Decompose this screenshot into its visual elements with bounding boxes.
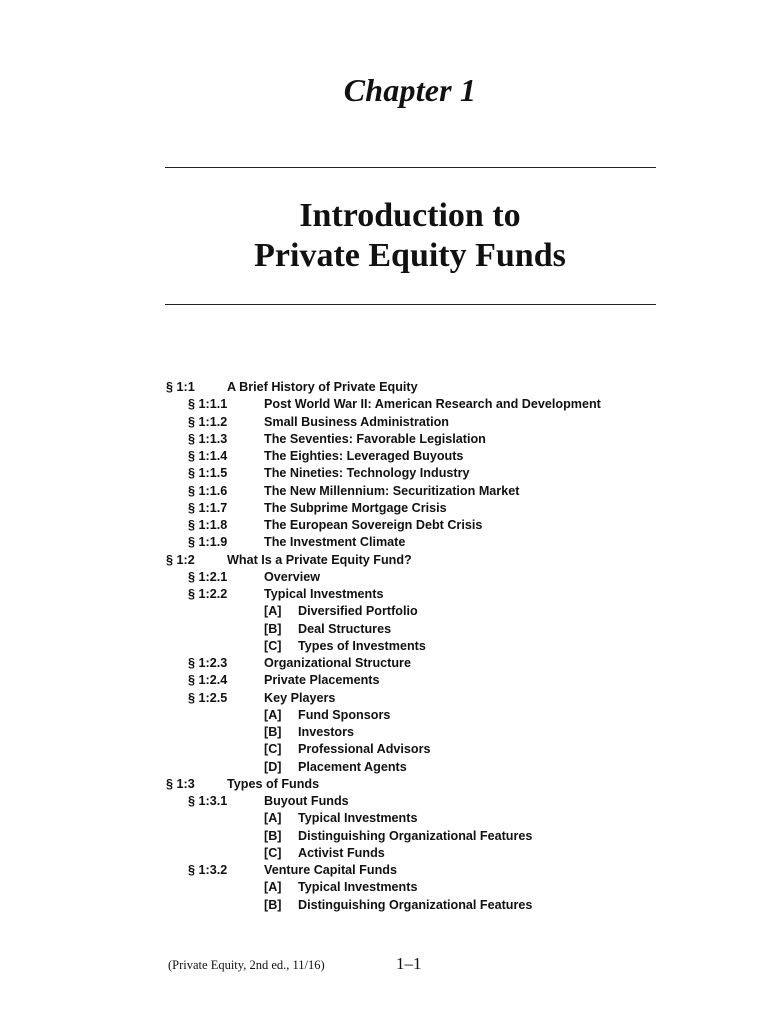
toc-section-number: § 1:3.2 (188, 863, 228, 877)
toc-entry (0, 500, 768, 517)
table-of-contents (0, 379, 768, 914)
footer-edition-note: (Private Equity, 2nd ed., 11/16) (168, 958, 325, 972)
toc-section-title: Post World War II: American Research and Development (264, 397, 601, 412)
toc-entry (0, 603, 768, 620)
toc-section-number: § 1:2.5 (188, 690, 228, 705)
toc-section-number: § 1:2.1 (188, 569, 228, 584)
toc-entry (0, 741, 768, 758)
toc-entry (0, 414, 768, 431)
toc-section-number: § 1:1.2 (188, 414, 228, 429)
toc-entry (0, 448, 768, 465)
chapter-title-line-1: Introduction to (299, 197, 521, 234)
toc-entry (0, 672, 768, 689)
chapter-title-line-2: Private Equity Funds (254, 237, 566, 274)
toc-section-title: What Is a Private Equity Fund? (227, 552, 412, 567)
toc-section-number: [A] (264, 880, 282, 895)
toc-section-title: Typical Investments (298, 880, 418, 895)
toc-entry (0, 810, 768, 827)
top-divider (165, 167, 656, 168)
toc-entry (0, 655, 768, 672)
toc-entry (0, 862, 768, 879)
toc-section-number: [C] (264, 638, 282, 653)
toc-section-number: [B] (264, 828, 282, 843)
toc-section-title: Small Business Administration (264, 414, 449, 429)
toc-entry (0, 897, 768, 914)
toc-section-title: Types of Funds (227, 776, 320, 791)
toc-section-title: Placement Agents (298, 759, 407, 774)
toc-section-number: [B] (264, 897, 282, 912)
toc-section-number: [B] (264, 725, 282, 739)
chapter-title (0, 196, 768, 276)
toc-entry (0, 465, 768, 482)
toc-section-title: Investors (298, 725, 354, 739)
toc-entry (0, 552, 768, 569)
toc-section-title: Private Placements (264, 673, 380, 688)
toc-section-number: § 1:2 (166, 552, 195, 567)
toc-section-number: § 1:3 (166, 776, 195, 791)
toc-section-title: Deal Structures (298, 621, 392, 636)
toc-section-number: [A] (264, 707, 282, 722)
toc-entry (0, 724, 768, 741)
toc-entry (0, 776, 768, 793)
toc-section-number: [A] (264, 811, 282, 826)
toc-entry (0, 379, 768, 396)
toc-entry (0, 690, 768, 707)
toc-section-title: Overview (264, 569, 321, 584)
toc-section-title: Typical Investments (298, 811, 418, 826)
toc-entry (0, 396, 768, 413)
toc-section-number: § 1:2.2 (188, 587, 228, 601)
toc-section-title: The New Millennium: Securitization Market (264, 483, 520, 498)
toc-section-title: Venture Capital Funds (264, 863, 397, 877)
bottom-divider (165, 304, 656, 305)
toc-section-title: Typical Investments (264, 587, 384, 601)
chapter-label: Chapter 1 (343, 72, 477, 108)
toc-section-number: § 1:1.3 (188, 431, 228, 446)
toc-entry (0, 793, 768, 810)
toc-section-number: [C] (264, 742, 282, 757)
toc-section-number: [D] (264, 759, 282, 774)
toc-entry (0, 879, 768, 896)
toc-section-title: A Brief History of Private Equity (227, 380, 418, 394)
toc-section-number: § 1:3.1 (188, 794, 228, 808)
toc-section-title: Organizational Structure (264, 656, 411, 670)
toc-section-number: § 1:1.9 (188, 535, 228, 550)
page-number: 1–1 (396, 954, 422, 973)
toc-section-title: The Investment Climate (264, 535, 406, 550)
toc-section-title: Activist Funds (298, 845, 385, 860)
toc-section-title: Distinguishing Organizational Features (298, 897, 533, 912)
toc-entry (0, 621, 768, 638)
toc-section-title: Distinguishing Organizational Features (298, 828, 533, 843)
toc-section-title: The European Sovereign Debt Crisis (264, 518, 483, 532)
toc-section-number: § 1:1.6 (188, 483, 228, 498)
toc-section-title: Types of Investments (298, 638, 426, 653)
toc-section-number: [A] (264, 604, 282, 619)
toc-section-title: The Eighties: Leveraged Buyouts (264, 449, 464, 463)
toc-entry (0, 431, 768, 448)
toc-section-number: § 1:2.4 (188, 673, 228, 688)
toc-section-title: The Seventies: Favorable Legislation (264, 431, 486, 446)
toc-entry (0, 534, 768, 551)
toc-section-number: § 1:1.1 (188, 397, 228, 412)
toc-entry (0, 638, 768, 655)
toc-entry (0, 586, 768, 603)
toc-section-number: [B] (264, 621, 282, 636)
toc-section-number: § 1:1.5 (188, 466, 228, 481)
toc-section-title: Key Players (264, 690, 336, 705)
toc-entry (0, 517, 768, 534)
toc-section-number: § 1:1.7 (188, 500, 228, 515)
toc-section-title: Professional Advisors (298, 742, 431, 757)
toc-entry (0, 707, 768, 724)
toc-section-title: Fund Sponsors (298, 707, 391, 722)
toc-entry (0, 569, 768, 586)
toc-section-number: § 1:2.3 (188, 656, 228, 670)
toc-section-number: § 1:1.8 (188, 518, 228, 532)
toc-entry (0, 759, 768, 776)
toc-entry (0, 845, 768, 862)
toc-section-number: [C] (264, 845, 282, 860)
toc-section-title: The Nineties: Technology Industry (264, 466, 470, 481)
toc-entry (0, 483, 768, 500)
toc-section-title: Diversified Portfolio (298, 604, 418, 619)
toc-section-number: § 1:1.4 (188, 449, 228, 463)
toc-entry (0, 828, 768, 845)
toc-section-title: The Subprime Mortgage Crisis (264, 500, 447, 515)
toc-section-number: § 1:1 (166, 380, 195, 394)
toc-section-title: Buyout Funds (264, 794, 349, 808)
